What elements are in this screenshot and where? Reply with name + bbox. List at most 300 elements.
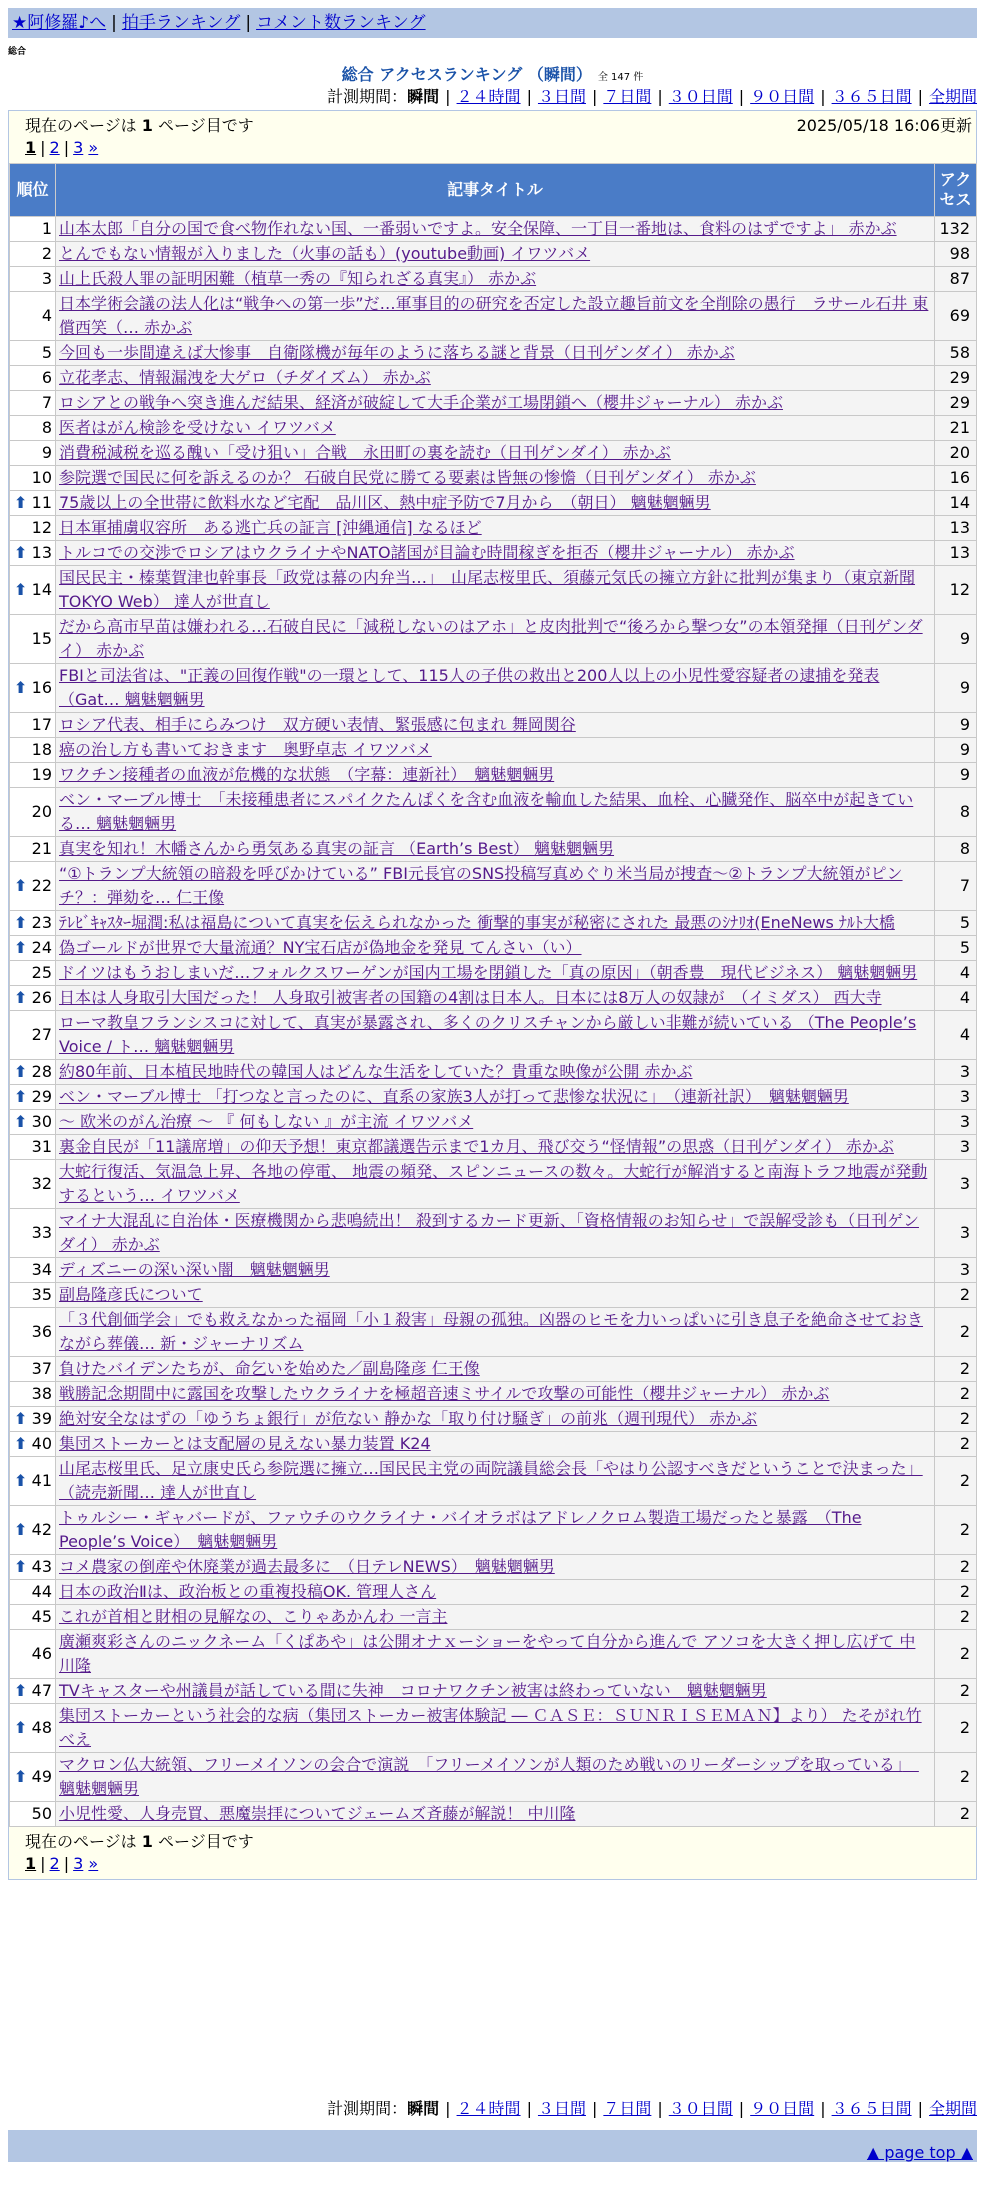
rank-number: 21 bbox=[31, 839, 52, 858]
rank-cell bbox=[10, 1407, 56, 1432]
access-count: 2 bbox=[935, 1457, 977, 1506]
period-link[interactable]: ３０日間 bbox=[668, 2099, 733, 2118]
separator: | bbox=[591, 2099, 598, 2118]
page-title: 総合 アクセスランキング （瞬間） bbox=[341, 65, 592, 84]
rank-cell bbox=[10, 391, 56, 416]
rank-cell bbox=[10, 267, 56, 292]
period-label: 計測期間： bbox=[327, 2099, 408, 2118]
article-link[interactable]: ～ 欧米のがん治療 ～ 『 何もしない 』が主流 イワツバメ bbox=[59, 1112, 474, 1131]
article-link[interactable]: 日本の政治Ⅱは、政治板との重複投稿OK. 管理人さん bbox=[59, 1582, 437, 1601]
access-count: 132 bbox=[935, 217, 977, 242]
access-count: 9 bbox=[935, 763, 977, 788]
title-cell bbox=[56, 788, 935, 837]
up-arrow-icon: ⬆ bbox=[14, 580, 28, 599]
up-arrow-icon: ⬆ bbox=[14, 1718, 28, 1737]
title-cell bbox=[56, 516, 935, 541]
next-page-link[interactable]: » bbox=[88, 1854, 99, 1873]
article-link[interactable]: ローマ教皇フランシスコに対して、真実が暴露され、多くのクリスチャンから厳しい非難が続いている （The People’s Voice / ト… 魑魅魍魎男 bbox=[59, 1013, 917, 1056]
table-row bbox=[10, 1160, 977, 1209]
title-cell bbox=[56, 1209, 935, 1258]
rank-number: 50 bbox=[31, 1804, 52, 1823]
separator: | bbox=[445, 2099, 451, 2118]
rank-cell bbox=[10, 1753, 56, 1802]
up-arrow-icon: ⬆ bbox=[14, 1087, 28, 1106]
article-link[interactable]: マイナ大混乱に自治体・医療機関から悲鳴続出！ 殺到するカード更新、「資格情報のお知らせ」で誤解受診も（日刊ゲンダイ） 赤かぶ bbox=[59, 1211, 919, 1254]
table-row bbox=[10, 1407, 977, 1432]
title-cell bbox=[56, 366, 935, 391]
table-row bbox=[10, 1382, 977, 1407]
title-cell bbox=[56, 416, 935, 441]
rank-cell bbox=[10, 862, 56, 911]
rank-number: 48 bbox=[31, 1718, 52, 1737]
table-row bbox=[10, 1580, 977, 1605]
title-cell bbox=[56, 1308, 935, 1357]
rank-cell bbox=[10, 713, 56, 738]
article-link[interactable]: 参院選で国民に何を訴えるのか？ 石破自民党に勝てる要素は皆無の惨憺（日刊ゲンダイ） 赤かぶ bbox=[59, 468, 756, 487]
period-current: 瞬間 bbox=[407, 87, 440, 106]
table-row bbox=[10, 1085, 977, 1110]
article-link[interactable]: ベン・マーブル博士 「打つなと言ったのに、直系の家族3人が打って悲惨な状況に」 （連新社訳） 魑魅魍魎男 bbox=[59, 1087, 849, 1106]
period-link[interactable]: ３日間 bbox=[537, 2099, 586, 2118]
title-cell bbox=[56, 391, 935, 416]
access-count: 98 bbox=[935, 242, 977, 267]
article-link[interactable]: 山本太郎「自分の国で食べ物作れない国、一番弱いですよ。安全保障、一丁目一番地は、食料のはずですよ」 赤かぶ bbox=[59, 219, 897, 238]
title-cell bbox=[56, 961, 935, 986]
rank-number: 44 bbox=[31, 1582, 52, 1601]
access-count: 4 bbox=[935, 1011, 977, 1060]
separator: | bbox=[657, 87, 663, 106]
rank-number: 19 bbox=[31, 765, 52, 784]
table-row bbox=[10, 1704, 977, 1753]
rank-number: 10 bbox=[31, 468, 52, 487]
page-status-prefix: 現在のページは bbox=[25, 1832, 137, 1851]
up-arrow-icon: ⬆ bbox=[14, 1409, 28, 1428]
access-count: 2 bbox=[935, 1382, 977, 1407]
article-link[interactable]: ロシア代表、相手にらみつけ 双方硬い表情、緊張感に包まれ 舞岡関谷 bbox=[59, 715, 576, 734]
up-arrow-icon: ⬆ bbox=[14, 678, 28, 697]
table-row bbox=[10, 936, 977, 961]
rank-number: 41 bbox=[31, 1471, 52, 1490]
access-count: 8 bbox=[935, 837, 977, 862]
table-row bbox=[10, 391, 977, 416]
article-link[interactable]: だから高市早苗は嫌われる…石破自民に「減税しないのはアホ」と皮肉批判で“後ろから撃つ女”の本領発揮（日刊ゲンダイ） 赤かぶ bbox=[59, 617, 923, 660]
home-link[interactable]: ★阿修羅♪へ bbox=[12, 13, 107, 33]
period-link[interactable]: ２４時間 bbox=[456, 2099, 521, 2118]
separator: | bbox=[526, 87, 532, 106]
rank-cell bbox=[10, 416, 56, 441]
table-row bbox=[10, 1555, 977, 1580]
article-link[interactable]: 戦勝記念期間中に露国を攻撃したウクライナを極超音速ミサイルで攻撃の可能性（櫻井ジャーナル） 赤かぶ bbox=[59, 1384, 830, 1403]
page-status-suffix: ページ目です bbox=[158, 1832, 254, 1851]
rank-cell bbox=[10, 664, 56, 713]
page-link[interactable]: 3 bbox=[73, 138, 84, 157]
total-count: 全 147 件 bbox=[597, 72, 644, 83]
rank-cell bbox=[10, 541, 56, 566]
rank-cell bbox=[10, 1704, 56, 1753]
period-selector-bottom bbox=[8, 2098, 977, 2120]
rank-cell bbox=[10, 366, 56, 391]
rank-number: 20 bbox=[31, 802, 52, 821]
rank-cell bbox=[10, 491, 56, 516]
period-link[interactable]: 全期間 bbox=[928, 87, 977, 106]
rank-cell bbox=[10, 1308, 56, 1357]
rank-number: 18 bbox=[31, 740, 52, 759]
access-count: 2 bbox=[935, 1506, 977, 1555]
rank-number: 34 bbox=[31, 1260, 52, 1279]
rank-number: 31 bbox=[31, 1137, 52, 1156]
up-arrow-icon: ⬆ bbox=[14, 1471, 28, 1490]
title-cell bbox=[56, 1110, 935, 1135]
article-link[interactable]: トルコでの交渉でロシアはウクライナやNATO諸国が目論む時間稼ぎを拒否（櫻井ジャーナル） 赤かぶ bbox=[59, 543, 795, 562]
rank-number: 49 bbox=[31, 1767, 52, 1786]
access-count: 87 bbox=[935, 267, 977, 292]
header-count: アクセス bbox=[935, 164, 977, 217]
title-cell bbox=[56, 1382, 935, 1407]
page-top-link[interactable]: ▲ page top ▲ bbox=[866, 2143, 973, 2162]
title-cell bbox=[56, 911, 935, 936]
table-row bbox=[10, 763, 977, 788]
article-link[interactable]: 今回も一歩間違えば大惨事 自衛隊機が毎年のように落ちる謎と背景（日刊ゲンダイ） 赤かぶ bbox=[59, 343, 735, 362]
article-link[interactable]: 75歳以上の全世帯に飲料水など宅配 品川区、熱中症予防で7月から （朝日） 魑魅魍魎男 bbox=[59, 493, 711, 512]
rank-cell bbox=[10, 788, 56, 837]
table-row bbox=[10, 986, 977, 1011]
period-link[interactable]: ２４時間 bbox=[456, 87, 521, 106]
table-row bbox=[10, 615, 977, 664]
period-link[interactable]: ７日間 bbox=[603, 87, 652, 106]
table-row bbox=[10, 466, 977, 491]
title-cell bbox=[56, 441, 935, 466]
rank-cell bbox=[10, 763, 56, 788]
article-link[interactable]: トゥルシー・ギャバードが、ファウチのウクライナ・バイオラボはアドレノクロム製造工場だったと暴露 （The People’s Voice） 魑魅魍魎男 bbox=[59, 1508, 862, 1551]
article-link[interactable]: ディズニーの深い深い闇 魑魅魍魎男 bbox=[59, 1260, 330, 1279]
access-count: 21 bbox=[935, 416, 977, 441]
rank-cell bbox=[10, 1357, 56, 1382]
table-row bbox=[10, 516, 977, 541]
rank-cell bbox=[10, 1258, 56, 1283]
rank-cell bbox=[10, 615, 56, 664]
rank-number: 30 bbox=[31, 1112, 52, 1131]
article-link[interactable]: ワクチン接種者の血液が危機的な状態 （字幕：連新社） 魑魅魍魎男 bbox=[59, 765, 555, 784]
rank-cell bbox=[10, 1135, 56, 1160]
ranking-table bbox=[9, 163, 977, 1827]
access-count: 3 bbox=[935, 1060, 977, 1085]
period-link[interactable]: ３０日間 bbox=[668, 87, 733, 106]
rank-cell bbox=[10, 292, 56, 341]
rank-number: 7 bbox=[41, 393, 52, 412]
article-link[interactable]: とんでもない情報が入りました（火事の話も）(youtube動画) イワツバメ bbox=[59, 244, 591, 263]
page-link[interactable]: 2 bbox=[49, 138, 60, 157]
rank-cell bbox=[10, 837, 56, 862]
rank-cell bbox=[10, 1630, 56, 1679]
access-count: 2 bbox=[935, 1357, 977, 1382]
title-cell bbox=[56, 1555, 935, 1580]
table-row bbox=[10, 837, 977, 862]
title-cell bbox=[56, 738, 935, 763]
applause-ranking-link[interactable]: 拍手ランキング bbox=[121, 13, 241, 33]
access-count: 3 bbox=[935, 1085, 977, 1110]
up-arrow-icon: ⬆ bbox=[14, 1767, 28, 1786]
article-link[interactable]: 「３代創価学会」でも救えなかった福岡「小１殺害」母親の孤独。凶器のヒモを力いっぱいに引き息子を絶命させておきながら葬儀… 新・ジャーナリズム bbox=[59, 1310, 924, 1353]
title-cell bbox=[56, 986, 935, 1011]
article-link[interactable]: 副島隆彦氏について bbox=[59, 1285, 203, 1304]
up-arrow-icon: ⬆ bbox=[14, 1434, 28, 1453]
title-cell bbox=[56, 862, 935, 911]
period-link[interactable]: ３６５日間 bbox=[831, 2099, 912, 2118]
table-row bbox=[10, 862, 977, 911]
table-row bbox=[10, 267, 977, 292]
table-row bbox=[10, 1357, 977, 1382]
comment-ranking-link[interactable]: コメント数ランキング bbox=[256, 13, 426, 33]
title-cell bbox=[56, 1135, 935, 1160]
article-link[interactable]: これが首相と財相の見解なの、こりゃあかんわ 一言主 bbox=[59, 1607, 448, 1626]
article-link[interactable]: ドイツはもうおしまいだ…フォルクスワーゲンが国内工場を閉鎖した「真の原因」（朝香豊 現代ビジネス） 魑魅魍魎男 bbox=[59, 963, 918, 982]
rank-cell bbox=[10, 1580, 56, 1605]
rank-number: 3 bbox=[41, 269, 52, 288]
access-count: 16 bbox=[935, 466, 977, 491]
separator: | bbox=[917, 87, 923, 106]
rank-number: 42 bbox=[31, 1520, 52, 1539]
article-link[interactable]: ﾃﾚﾋﾞｷｬｽﾀｰ堀潤:私は福島について真実を伝えられなかった 衝撃的事実が秘密にされた 最悪のｼﾅﾘｵ(EneNews ﾅﾙﾄ大橋 bbox=[59, 913, 895, 932]
separator: | bbox=[40, 1854, 46, 1873]
separator: | bbox=[526, 2099, 532, 2118]
access-count: 2 bbox=[935, 1630, 977, 1679]
article-link[interactable]: 医者はがん検診を受けない イワツバメ bbox=[59, 418, 336, 437]
period-current: 瞬間 bbox=[407, 2099, 440, 2118]
rank-number: 39 bbox=[31, 1409, 52, 1428]
access-count: 20 bbox=[935, 441, 977, 466]
title-cell bbox=[56, 1283, 935, 1308]
rank-cell bbox=[10, 936, 56, 961]
table-row bbox=[10, 1258, 977, 1283]
period-link[interactable]: ３６５日間 bbox=[831, 87, 912, 106]
article-link[interactable]: 大蛇行復活、気温急上昇、各地の停電、 地震の頻発、スピンニュースの数々。大蛇行が解消すると南海トラフ地震が発動するという… イワツバメ bbox=[59, 1162, 928, 1205]
article-link[interactable]: 日本は人身取引大国だった！ 人身取引被害者の国籍の4割は日本人。日本には8万人の奴隷が （イミダス） 西大寺 bbox=[59, 988, 882, 1007]
article-link[interactable]: 偽ゴールドが世界で大量流通？NY宝石店が偽地金を発見 てんさい（い） bbox=[59, 938, 582, 957]
rank-number: 22 bbox=[31, 876, 52, 895]
rank-number: 33 bbox=[31, 1223, 52, 1242]
title-cell bbox=[56, 1679, 935, 1704]
table-row bbox=[10, 1802, 977, 1827]
up-arrow-icon: ⬆ bbox=[14, 543, 28, 562]
article-link[interactable]: コメ農家の倒産や休廃業が過去最多に （日テレNEWS） 魑魅魍魎男 bbox=[59, 1557, 555, 1576]
rank-cell bbox=[10, 1506, 56, 1555]
page-links bbox=[25, 137, 960, 159]
access-count: 2 bbox=[935, 1555, 977, 1580]
access-count: 2 bbox=[935, 1605, 977, 1630]
article-link[interactable]: マクロン仏大統領、フリーメイソンの会合で演説 「フリーメイソンが人類のため戦いのリーダーシップを取っている」 魑魅魍魎男 bbox=[59, 1755, 919, 1798]
period-link[interactable]: ７日間 bbox=[603, 2099, 652, 2118]
title-cell bbox=[56, 1753, 935, 1802]
title-cell bbox=[56, 1605, 935, 1630]
rank-number: 11 bbox=[31, 493, 52, 512]
rank-number: 4 bbox=[41, 306, 52, 325]
separator: | bbox=[40, 138, 46, 157]
table-row bbox=[10, 341, 977, 366]
rank-number: 29 bbox=[31, 1087, 52, 1106]
access-count: 2 bbox=[935, 1432, 977, 1457]
article-link[interactable]: 山尾志桜里氏、足立康史氏ら参院選に擁立…国民民主党の両院議員総会長「やはり公認すべきだということで決まった」（読売新聞… 達人が世直し bbox=[59, 1459, 923, 1502]
table-row bbox=[10, 1753, 977, 1802]
title-cell bbox=[56, 837, 935, 862]
article-link[interactable]: TVキャスターや州議員が話している間に失神 コロナワクチン被害は終わっていない 魑魅魍魎男 bbox=[59, 1681, 767, 1700]
page-link[interactable]: 2 bbox=[49, 1854, 60, 1873]
ranking-title-row bbox=[8, 62, 977, 85]
rank-cell bbox=[10, 961, 56, 986]
up-arrow-icon: ⬆ bbox=[14, 938, 28, 957]
up-arrow-icon: ⬆ bbox=[14, 1557, 28, 1576]
period-link[interactable]: 全期間 bbox=[928, 2099, 977, 2118]
access-count: 9 bbox=[935, 713, 977, 738]
article-link[interactable]: 負けたバイデンたちが、命乞いを始めた／副島隆彦 仁王像 bbox=[59, 1359, 480, 1378]
rank-cell bbox=[10, 911, 56, 936]
article-link[interactable]: 日本学術会議の法人化は“戦争への第一歩”だ…軍事目的の研究を否定した設立趣旨前文を全削除の愚行 ラサール石井 東償西笑（… 赤かぶ bbox=[59, 294, 929, 337]
page-status-suffix: ページ目です bbox=[158, 116, 254, 135]
pager-top bbox=[9, 111, 976, 163]
up-arrow-icon: ⬆ bbox=[14, 1681, 28, 1700]
separator: | bbox=[917, 2099, 923, 2118]
title-cell bbox=[56, 1802, 935, 1827]
rank-number: 17 bbox=[31, 715, 52, 734]
access-count: 3 bbox=[935, 1160, 977, 1209]
access-count: 7 bbox=[935, 862, 977, 911]
table-row bbox=[10, 1060, 977, 1085]
article-link[interactable]: 日本軍捕虜収容所 ある逃亡兵の証言 [沖縄通信] なるほど bbox=[59, 518, 482, 537]
access-count: 4 bbox=[935, 986, 977, 1011]
title-cell bbox=[56, 491, 935, 516]
rank-cell bbox=[10, 1382, 56, 1407]
rank-cell bbox=[10, 1605, 56, 1630]
title-cell bbox=[56, 292, 935, 341]
rank-cell bbox=[10, 1160, 56, 1209]
access-count: 3 bbox=[935, 1110, 977, 1135]
rank-number: 28 bbox=[31, 1062, 52, 1081]
title-cell bbox=[56, 664, 935, 713]
period-link[interactable]: ９０日間 bbox=[750, 2099, 815, 2118]
period-selector-top bbox=[8, 86, 977, 108]
period-label: 計測期間： bbox=[327, 87, 408, 106]
rank-cell bbox=[10, 566, 56, 615]
rank-number: 37 bbox=[31, 1359, 52, 1378]
rank-number: 6 bbox=[41, 368, 52, 387]
access-count: 14 bbox=[935, 491, 977, 516]
rank-cell bbox=[10, 516, 56, 541]
article-link[interactable]: 癌の治し方も書いておきます 奥野卓志 イワツバメ bbox=[59, 740, 432, 759]
access-count: 58 bbox=[935, 341, 977, 366]
up-arrow-icon: ⬆ bbox=[14, 876, 28, 895]
article-link[interactable]: 立花孝志、情報漏洩を大ゲロ（チダイズム） 赤かぶ bbox=[59, 368, 431, 387]
table-row bbox=[10, 1605, 977, 1630]
period-link[interactable]: ３日間 bbox=[537, 87, 586, 106]
article-link[interactable]: 集団ストーカーという社会的な病（集団ストーカー被害体験記 ― ＣＡＳＥ：ＳＵＮＲＩＳＥＭＡＮ】より） たそがれ竹べえ bbox=[59, 1706, 922, 1749]
article-link[interactable]: FBIと司法省は、"正義の回復作戦"の一環として、115人の子供の救出と200人以上の小児性愛容疑者の逮捕を発表（Gat… 魑魅魍魎男 bbox=[59, 666, 880, 709]
title-cell bbox=[56, 341, 935, 366]
rank-number: 9 bbox=[41, 443, 52, 462]
rank-cell bbox=[10, 466, 56, 491]
rank-number: 32 bbox=[31, 1174, 52, 1193]
article-link[interactable]: 国民民主・榛葉賀津也幹事長「政党は幕の内弁当…」 山尾志桜里氏、須藤元気氏の擁立方針に批判が集まり（東京新聞TOKYO Web） 達人が世直し bbox=[59, 568, 916, 611]
article-link[interactable]: ロシアとの戦争へ突き進んだ結果、経済が破綻して大手企業が工場閉鎖へ（櫻井ジャーナル） 赤かぶ bbox=[59, 393, 783, 412]
article-link[interactable]: 消費税減税を巡る醜い「受け狙い」合戦 永田町の裏を読む（日刊ゲンダイ） 赤かぶ bbox=[59, 443, 671, 462]
separator: | bbox=[820, 87, 826, 106]
access-count: 12 bbox=[935, 566, 977, 615]
access-count: 8 bbox=[935, 788, 977, 837]
rank-cell bbox=[10, 441, 56, 466]
title-cell bbox=[56, 541, 935, 566]
access-count: 5 bbox=[935, 911, 977, 936]
rank-number: 40 bbox=[31, 1434, 52, 1453]
access-count: 2 bbox=[935, 1753, 977, 1802]
article-link[interactable]: 真実を知れ！木幡さんから勇気ある真実の証言 （Earth’s Best） 魑魅魍魎男 bbox=[59, 839, 615, 858]
rank-cell bbox=[10, 1679, 56, 1704]
rank-number: 45 bbox=[31, 1607, 52, 1626]
rank-number: 24 bbox=[31, 938, 52, 957]
current-page: 1 bbox=[25, 138, 37, 157]
table-row bbox=[10, 961, 977, 986]
up-arrow-icon: ⬆ bbox=[14, 913, 28, 932]
separator: | bbox=[738, 87, 745, 106]
article-link[interactable]: 小児性愛、人身売買、悪魔崇拝についてジェームズ斉藤が解説！ 中川隆 bbox=[59, 1804, 576, 1823]
access-count: 2 bbox=[935, 1308, 977, 1357]
rank-cell bbox=[10, 1457, 56, 1506]
rank-number: 35 bbox=[31, 1285, 52, 1304]
article-link[interactable]: “①トランプ大統領の暗殺を呼びかけている” FBI元長官のSNS投稿写真めぐり米当局が捜査～②トランプ大統領がピンチ？：弾劾を… 仁王像 bbox=[59, 864, 903, 907]
table-row bbox=[10, 713, 977, 738]
pager-bottom bbox=[9, 1827, 976, 1879]
article-link[interactable]: 山上氏殺人罪の証明困難（植草一秀の『知られざる真実』） 赤かぶ bbox=[59, 269, 537, 288]
header-title: 記事タイトル bbox=[56, 164, 935, 217]
bottom-nav-bar bbox=[8, 2130, 977, 2162]
access-count: 13 bbox=[935, 541, 977, 566]
rank-cell bbox=[10, 1011, 56, 1060]
title-cell bbox=[56, 1506, 935, 1555]
article-link[interactable]: 約80年前、日本植民地時代の韓国人はどんな生活をしていた？貴重な映像が公開 赤かぶ bbox=[59, 1062, 693, 1081]
up-arrow-icon: ⬆ bbox=[14, 1062, 28, 1081]
separator: | bbox=[445, 87, 451, 106]
article-link[interactable]: 廣瀬爽彩さんのニックネーム「くぱあや」は公開オナｘーショーをやって自分から進んで アソコを大きく押し広げて 中川隆 bbox=[59, 1632, 916, 1675]
access-count: 3 bbox=[935, 1258, 977, 1283]
title-cell bbox=[56, 1457, 935, 1506]
access-count: 69 bbox=[935, 292, 977, 341]
table-row bbox=[10, 366, 977, 391]
rank-number: 25 bbox=[31, 963, 52, 982]
title-cell bbox=[56, 763, 935, 788]
up-arrow-icon: ⬆ bbox=[14, 1520, 28, 1539]
article-link[interactable]: 絶対安全なはずの「ゆうちょ銀行」が危ない 静かな「取り付け騒ぎ」の前兆（週刊現代） 赤かぶ bbox=[59, 1409, 758, 1428]
rank-cell bbox=[10, 1085, 56, 1110]
table-row bbox=[10, 1679, 977, 1704]
table-row bbox=[10, 788, 977, 837]
page-links-bottom bbox=[25, 1853, 960, 1875]
article-link[interactable]: 集団ストーカーとは支配層の見えない暴力装置 K24 bbox=[59, 1434, 431, 1453]
current-page: 1 bbox=[25, 1854, 37, 1873]
next-page-link[interactable]: » bbox=[88, 138, 99, 157]
page-status-bottom bbox=[25, 1831, 960, 1853]
rank-cell bbox=[10, 341, 56, 366]
page-status-prefix: 現在のページは bbox=[25, 116, 137, 135]
rank-number: 23 bbox=[31, 913, 52, 932]
access-count: 2 bbox=[935, 1407, 977, 1432]
title-cell bbox=[56, 1407, 935, 1432]
period-link[interactable]: ９０日間 bbox=[750, 87, 815, 106]
article-link[interactable]: 裏金自民が「11議席増」の仰天予想！東京都議選告示まで1カ月、飛び交う“怪情報”の思惑（日刊ゲンダイ） 赤かぶ bbox=[59, 1137, 894, 1156]
title-cell bbox=[56, 466, 935, 491]
separator: | bbox=[820, 2099, 826, 2118]
rank-cell bbox=[10, 1802, 56, 1827]
rank-cell bbox=[10, 1555, 56, 1580]
page-link[interactable]: 3 bbox=[73, 1854, 84, 1873]
article-link[interactable]: ベン・マーブル博士 「未接種患者にスパイクたんぱくを含む血液を輸血した結果、血栓、心臓発作、脳卒中が起きている… 魑魅魍魎男 bbox=[59, 790, 914, 833]
rank-number: 26 bbox=[31, 988, 52, 1007]
